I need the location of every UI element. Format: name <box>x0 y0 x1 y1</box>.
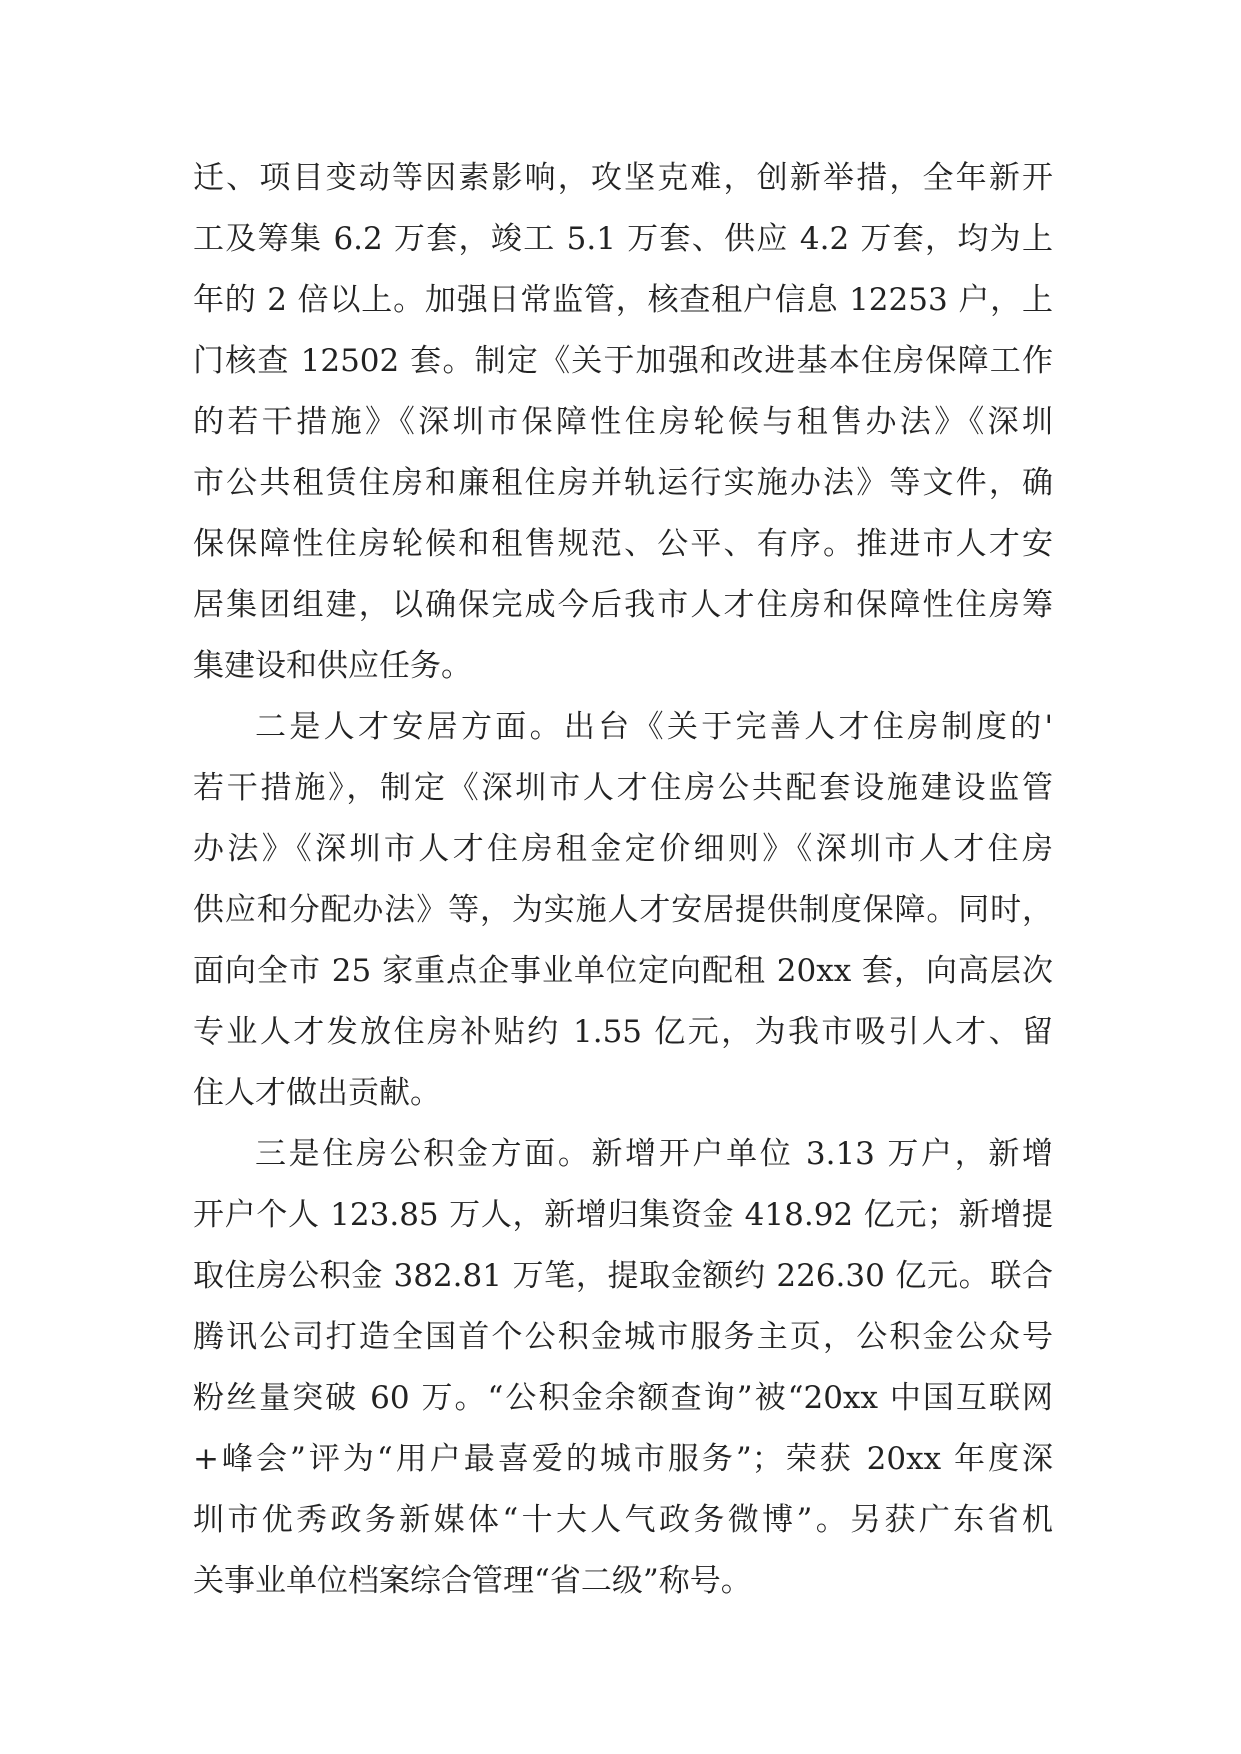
paragraph-provident-fund <box>193 1124 1053 1612</box>
text-line: 门核查 12502 套。制定《关于加强和改进基本住房保障工作 <box>193 343 1053 379</box>
text-line: 居集团组建，以确保完成今后我市人才住房和保障性住房筹 <box>193 587 1053 623</box>
text-line: 年的 2 倍以上。加强日常监管，核查租户信息 12253 户，上 <box>193 282 1053 318</box>
paragraph-housing-supply <box>193 148 1053 697</box>
text-line: 若干措施》，制定《深圳市人才住房公共配套设施建设监管 <box>193 770 1053 806</box>
document-body <box>193 148 1053 1612</box>
text-line: 保保障性住房轮候和租售规范、公平、有序。推进市人才安 <box>193 526 1053 562</box>
text-line: 关事业单位档案综合管理“省二级”称号。 <box>193 1563 752 1599</box>
text-line: 二是人才安居方面。出台《关于完善人才住房制度的' <box>255 709 1053 745</box>
text-line: 工及筹集 6.2 万套，竣工 5.1 万套、供应 4.2 万套，均为上 <box>193 221 1053 257</box>
text-line: 三是住房公积金方面。新增开户单位 3.13 万户，新增 <box>255 1136 1053 1172</box>
text-line: +峰会”评为“用户最喜爱的城市服务”；荣获 20xx 年度深 <box>193 1441 1053 1477</box>
text-line: 粉丝量突破 60 万。“公积金余额查询”被“20xx 中国互联网 <box>193 1380 1053 1416</box>
text-line: 取住房公积金 382.81 万笔，提取金额约 226.30 亿元。联合 <box>193 1258 1053 1294</box>
paragraph-talent-housing <box>193 697 1053 1124</box>
text-line: 专业人才发放住房补贴约 1.55 亿元，为我市吸引人才、留 <box>193 1014 1053 1050</box>
text-line: 腾讯公司打造全国首个公积金城市服务主页，公积金公众号 <box>193 1319 1053 1355</box>
text-line: 迁、项目变动等因素影响，攻坚克难，创新举措，全年新开 <box>193 160 1053 196</box>
text-line: 的若干措施》《深圳市保障性住房轮候与租售办法》《深圳 <box>193 404 1053 440</box>
text-line: 供应和分配办法》等，为实施人才安居提供制度保障。同时， <box>193 892 1053 928</box>
text-line: 开户个人 123.85 万人，新增归集资金 418.92 亿元；新增提 <box>193 1197 1053 1233</box>
text-line: 住人才做出贡献。 <box>193 1075 441 1111</box>
text-line: 面向全市 25 家重点企事业单位定向配租 20xx 套，向高层次 <box>193 953 1053 989</box>
text-line: 集建设和供应任务。 <box>193 648 472 684</box>
text-line: 市公共租赁住房和廉租住房并轨运行实施办法》等文件，确 <box>193 465 1053 501</box>
text-line: 圳市优秀政务新媒体“十大人气政务微博”。另获广东省机 <box>193 1502 1053 1538</box>
text-line: 办法》《深圳市人才住房租金定价细则》《深圳市人才住房 <box>193 831 1053 867</box>
